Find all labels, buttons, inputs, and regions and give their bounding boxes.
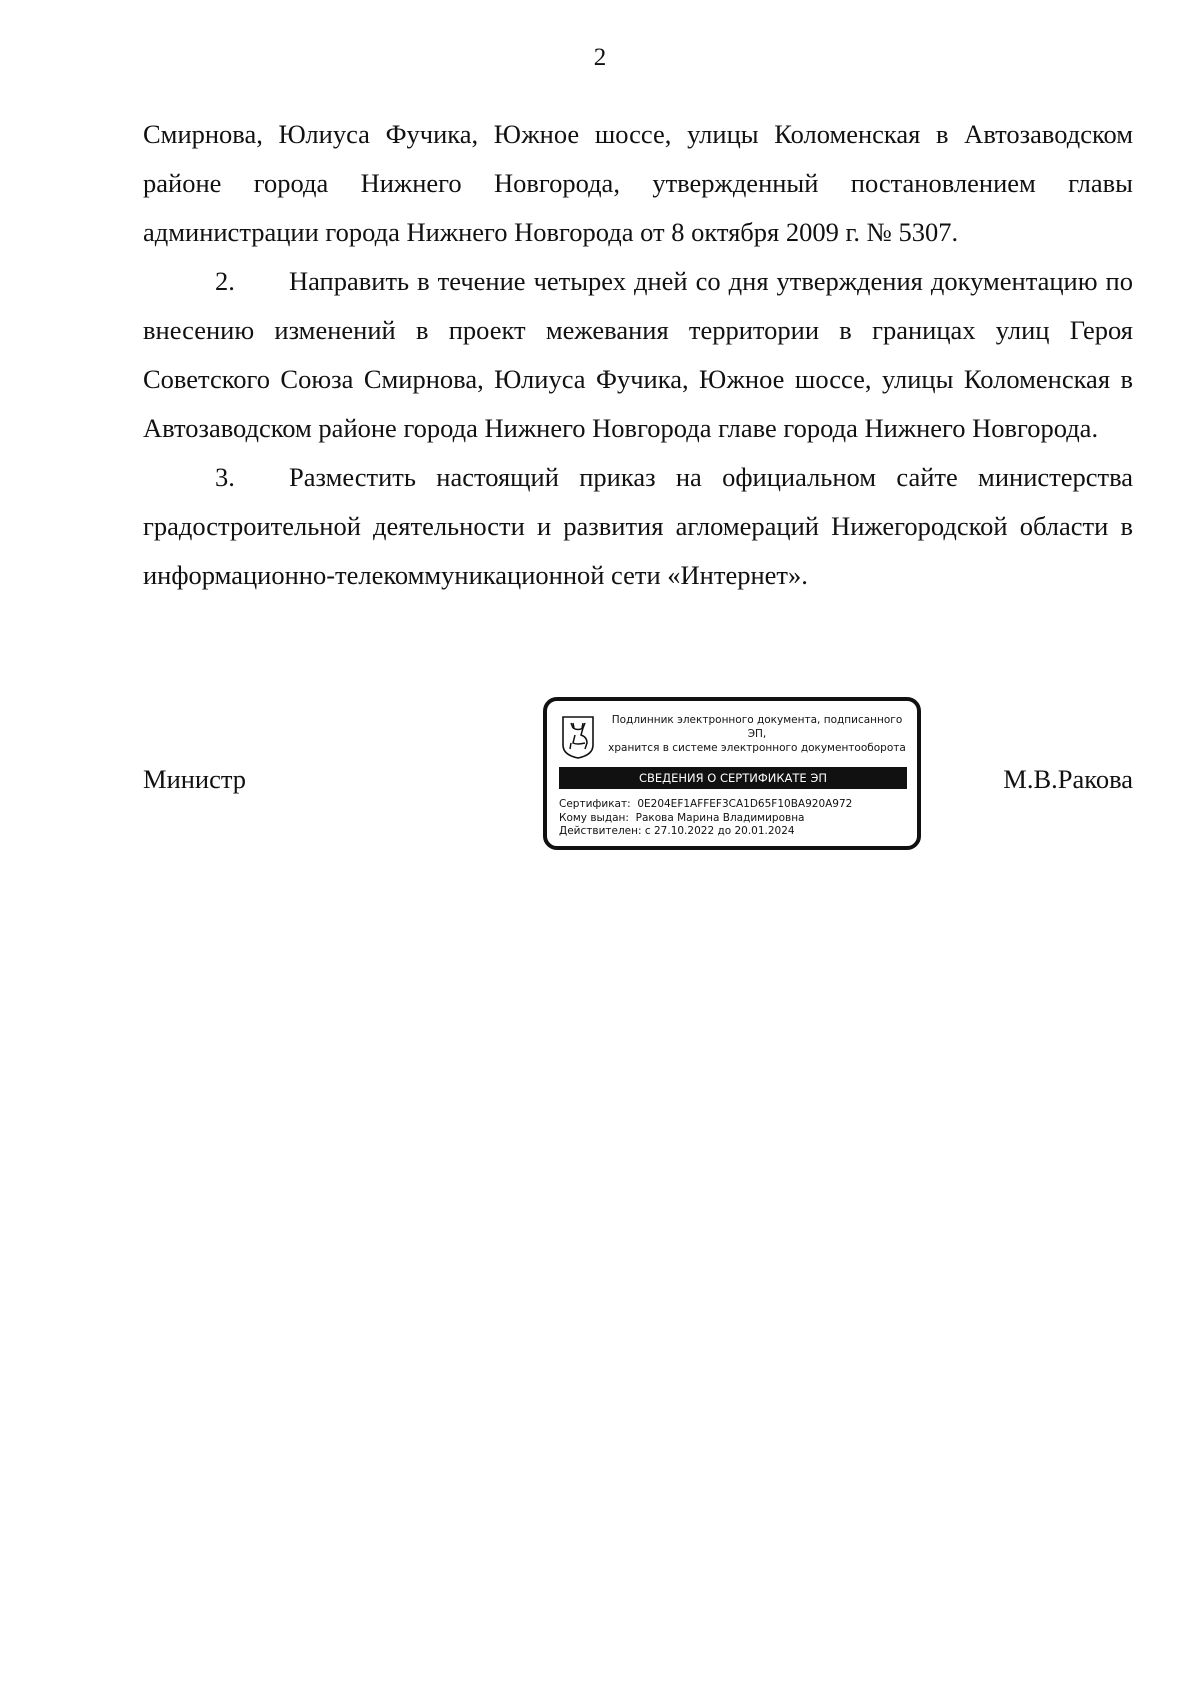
- signatory-name: М.В.Ракова: [1003, 764, 1133, 794]
- validity-value: с 27.10.2022 до 20.01.2024: [644, 825, 795, 837]
- stamp-header: [601, 713, 913, 755]
- paragraph-number: 3.: [215, 462, 235, 492]
- certificate-row: [559, 798, 852, 812]
- paragraph-continuation: Смирнова, Юлиуса Фучика, Южное шоссе, улицы Коломенская в Автозаводском районе города Нижнего Новгорода, утвержденный постановлением главы администрации города Нижнего Новгорода от 8 октября 2009 г. № 5307.: [143, 119, 1133, 247]
- certificate-details: [559, 798, 852, 839]
- signatory-role: Министр: [143, 764, 247, 794]
- certificate-label: Сертификат:: [559, 798, 631, 810]
- stamp-header-line: хранится в системе электронного документооборота: [608, 742, 906, 754]
- paragraph-text: Направить в течение четырех дней со дня утверждения документацию по внесению изменений в проект межевания территории в границах улиц Героя Советского Союза Смирнова, Юлиуса Фучика, Южное шоссе, улицы Коломенская в Автозаводском районе города Нижнего Новгорода главе города Нижнего Новгорода.: [143, 266, 1133, 443]
- deer-emblem-icon: [561, 715, 595, 759]
- issued-to-value: Ракова Марина Владимировна: [635, 811, 805, 824]
- validity-label: Действителен:: [559, 825, 642, 837]
- page-number: 2: [593, 44, 607, 71]
- paragraph-text: Разместить настоящий приказ на официальном сайте министерства градостроительной деятельности и развития агломераций Нижегородской области в информационно-телекоммуникационной сети «Интернет».: [143, 462, 1133, 590]
- issued-to-row: [559, 812, 852, 826]
- paragraph-number: 2.: [215, 266, 235, 296]
- certificate-value: 0E204EF1AFFEF3CA1D65F10BA920A972: [637, 798, 853, 810]
- paragraph-2: [143, 257, 1133, 453]
- document-body: [143, 110, 1133, 600]
- stamp-header-line: Подлинник электронного документа, подписанного ЭП,: [611, 714, 903, 740]
- validity-row: [559, 825, 852, 839]
- issued-to-label: Кому выдан:: [559, 811, 629, 824]
- electronic-signature-stamp: [543, 697, 921, 850]
- certificate-info-title: СВЕДЕНИЯ О СЕРТИФИКАТЕ ЭП: [559, 767, 907, 789]
- paragraph-3: [143, 453, 1133, 600]
